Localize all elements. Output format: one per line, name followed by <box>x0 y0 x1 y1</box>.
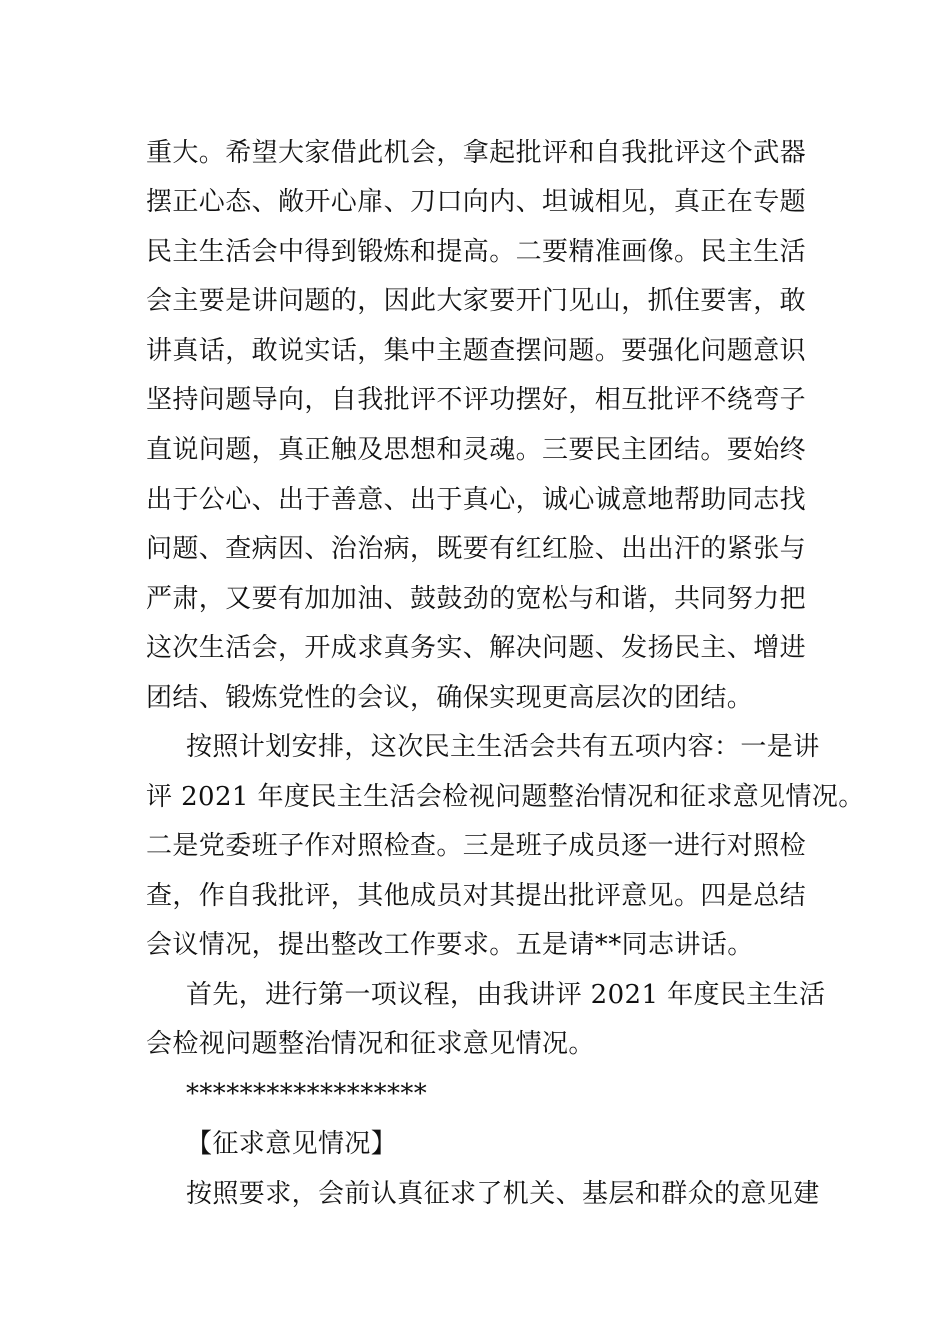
text-line: 查，作自我批评，其他成员对其提出批评意见。四是总结 <box>146 881 807 911</box>
text-line: 讲真话，敢说实话，集中主题查摆问题。要强化问题意识 <box>146 336 807 366</box>
paragraph-first-line: 按照计划安排，这次民主生活会共有五项内容：一是讲 <box>186 732 820 762</box>
text-line: 重大。希望大家借此机会，拿起批评和自我批评这个武器 <box>146 138 807 168</box>
section-heading: 【征求意见情况】 <box>186 1129 398 1159</box>
text-line: 坚持问题导向，自我批评不评功摆好，相互批评不绕弯子 <box>146 385 807 415</box>
separator-line: ****************** <box>186 1079 428 1109</box>
text-line: 会议情况，提出整改工作要求。五是请**同志讲话。 <box>146 930 754 960</box>
paragraph-first-line: 按照要求，会前认真征求了机关、基层和群众的意见建 <box>186 1179 820 1209</box>
text-line: 严肃，又要有加加油、鼓鼓劲的宽松与和谐，共同努力把 <box>146 584 807 614</box>
text-line: 摆正心态、敞开心扉、刀口向内、坦诚相见，真正在专题 <box>146 187 807 217</box>
text-line: 评 2021 年度民主生活会检视问题整治情况和征求意见情况。 <box>146 782 865 812</box>
paragraph-first-line: 首先，进行第一项议程，由我讲评 2021 年度民主生活 <box>186 980 826 1010</box>
text-line: 会检视问题整治情况和征求意见情况。 <box>146 1029 595 1059</box>
text-line: 直说问题，真正触及思想和灵魂。三要民主团结。要始终 <box>146 435 807 465</box>
text-line: 民主生活会中得到锻炼和提高。二要精准画像。民主生活 <box>146 237 807 267</box>
text-line: 团结、锻炼党性的会议，确保实现更高层次的团结。 <box>146 683 754 713</box>
text-line: 会主要是讲问题的，因此大家要开门见山，抓住要害，敢 <box>146 286 807 316</box>
text-line: 问题、查病因、治治病，既要有红红脸、出出汗的紧张与 <box>146 534 807 564</box>
text-line: 出于公心、出于善意、出于真心，诚心诚意地帮助同志找 <box>146 485 807 515</box>
text-line: 这次生活会，开成求真务实、解决问题、发扬民主、增进 <box>146 633 807 663</box>
text-line: 二是党委班子作对照检查。三是班子成员逐一进行对照检 <box>146 831 807 861</box>
